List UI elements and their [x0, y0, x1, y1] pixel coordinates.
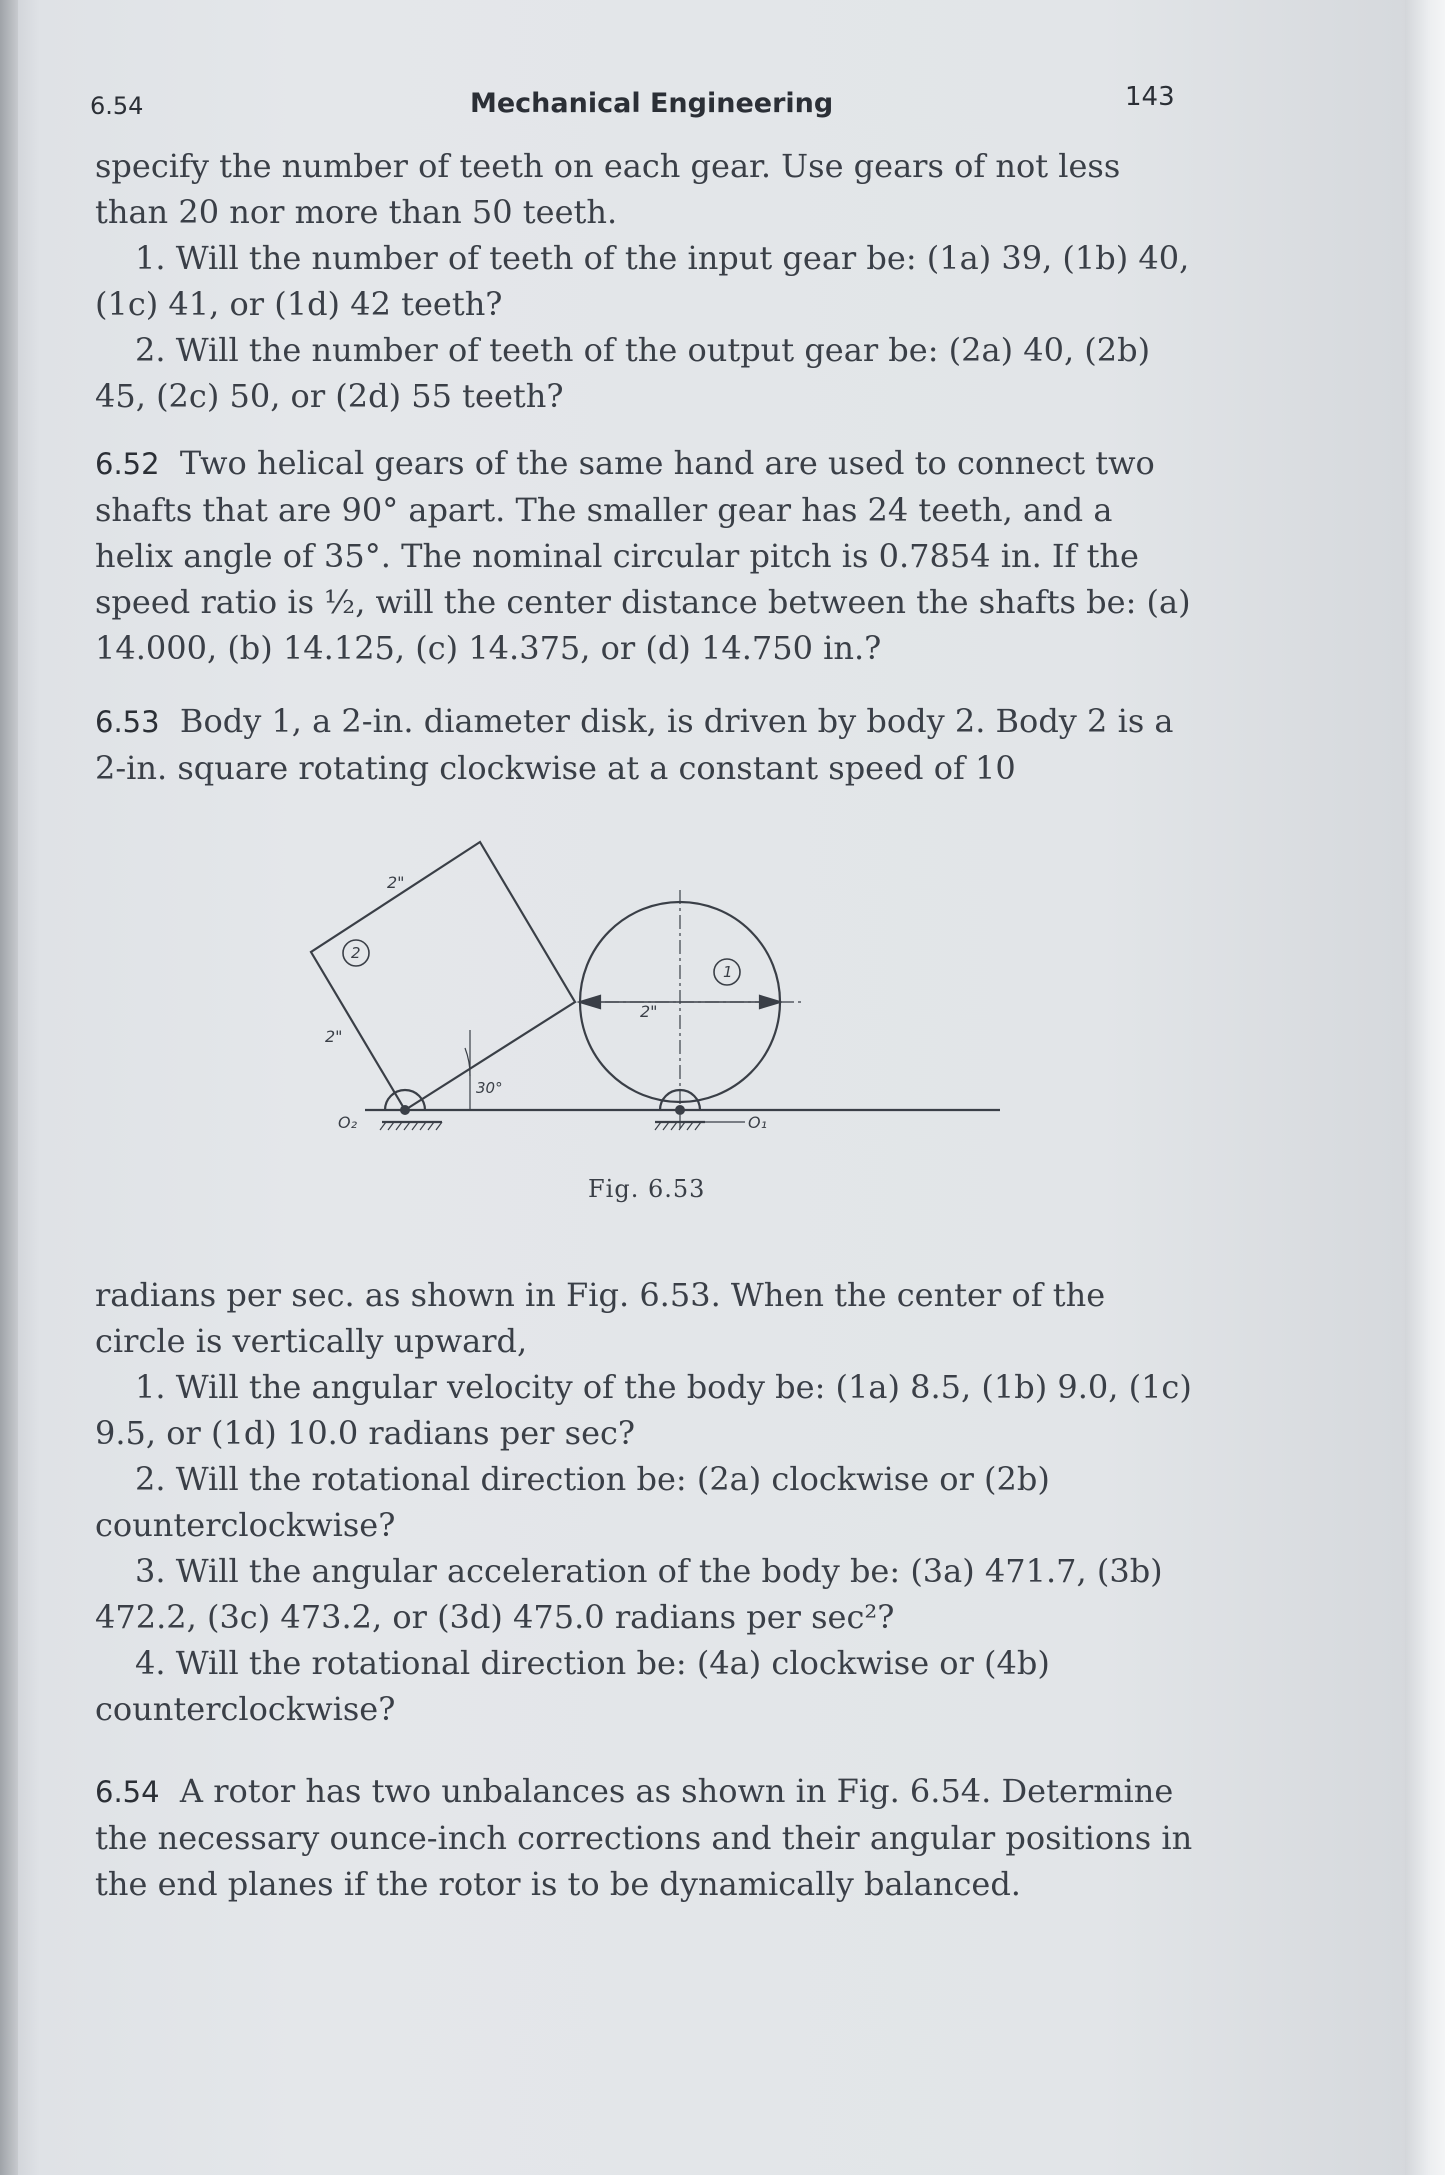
question-angular-velocity: 1. Will the angular velocity of the body be: (1a) 8.5, (1b) 9.0, (1c) 9.5, or (1d) 10.0 radians per sec? [95, 1368, 1192, 1452]
problem-body: Two helical gears of the same hand are used to connect two shafts that are 90° apart. The smaller gear has 24 teeth, and a helix angle of 35°. The nominal circular pitch is 0.7854 in. If the speed ratio is ½, will the center distance between the shafts be: (a) 14.000, (b) 14.125, (c) 14.375, or (d) 14.750 in.? [95, 444, 1191, 667]
problem-6-52-text [95, 440, 1195, 671]
dimension-arrow-left [580, 996, 600, 1008]
header-section-number: 6.54 [90, 92, 144, 120]
question-direction-acceleration: 4. Will the rotational direction be: (4a) clockwise or (4b) counterclockwise? [95, 1644, 1050, 1728]
problem-6-54-text [95, 1768, 1195, 1907]
pin-o2 [400, 1105, 410, 1115]
label-body-2: 2 [351, 944, 361, 962]
problem-6-53-continuation: radians per sec. as shown in Fig. 6.53. When the center of the circle is vertically upward, [95, 1276, 1106, 1360]
problem-continuation [95, 143, 1195, 419]
label-left-dimension: 2" [325, 1027, 343, 1046]
question-direction-velocity: 2. Will the rotational direction be: (2a) clockwise or (2b) counterclockwise? [95, 1460, 1050, 1544]
pin-o1 [675, 1105, 685, 1115]
continuation-intro: specify the number of teeth on each gear. Use gears of not less than 20 nor more than 50 teeth. [95, 147, 1121, 231]
question-input-gear: 1. Will the number of teeth of the input gear be: (1a) 39, (1b) 40, (1c) 41, or (1d) 42 teeth? [95, 239, 1190, 323]
label-angle: 30° [476, 1079, 503, 1097]
question-angular-acceleration: 3. Will the angular acceleration of the body be: (3a) 471.7, (3b) 472.2, (3c) 473.2, or (3d) 475.0 radians per sec²? [95, 1552, 1163, 1636]
page-edge [1405, 0, 1445, 2175]
problem-6-54 [95, 1768, 1195, 1907]
problem-body: A rotor has two unbalances as shown in Fig. 6.54. Determine the necessary ounce-inch corrections and their angular positions in the end planes if the rotor is to be dynamically balanced. [95, 1772, 1193, 1903]
problem-body: Body 1, a 2-in. diameter disk, is driven by body 2. Body 2 is a 2-in. square rotating clockwise at a constant speed of 10 [95, 702, 1174, 787]
figure-caption: Fig. 6.53 [588, 1175, 706, 1203]
dimension-arrow-right [760, 996, 780, 1008]
problem-6-53-continued [95, 1272, 1195, 1732]
running-header [90, 82, 1190, 132]
problem-6-53 [95, 698, 1195, 791]
page-number: 143 [1125, 82, 1175, 112]
label-diameter-dimension: 2" [640, 1002, 658, 1021]
problem-6-52 [95, 440, 1195, 671]
label-o2: O₂ [338, 1113, 358, 1132]
label-body-1: 1 [723, 963, 733, 981]
label-top-dimension: 2" [387, 873, 405, 892]
figure-6-53 [300, 830, 1000, 1230]
header-title: Mechanical Engineering [470, 88, 834, 119]
label-o1: O₁ [748, 1113, 768, 1132]
book-spine [0, 0, 18, 2175]
question-output-gear: 2. Will the number of teeth of the output gear be: (2a) 40, (2b) 45, (2c) 50, or (2d) 55 teeth? [95, 331, 1151, 415]
problem-number: 6.53 [95, 705, 160, 739]
problem-number: 6.52 [95, 447, 160, 481]
problem-number: 6.54 [95, 1775, 160, 1809]
square-body-2 [311, 842, 575, 1110]
problem-6-53-text [95, 698, 1195, 791]
